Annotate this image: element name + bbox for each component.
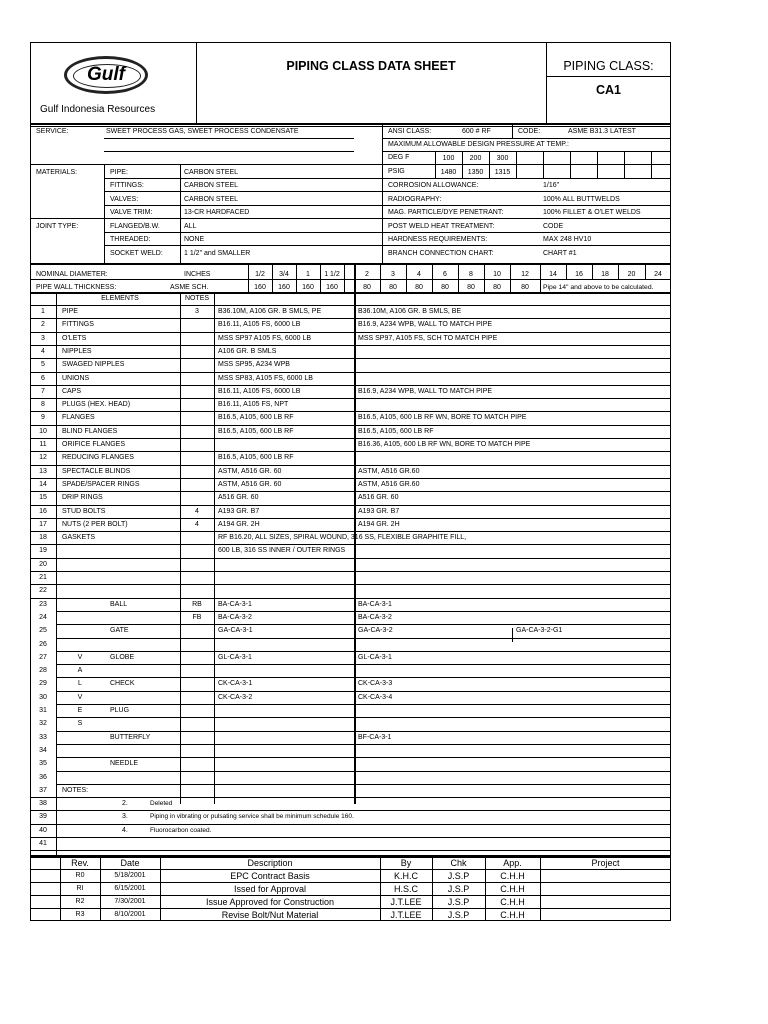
row-number: 33	[39, 733, 47, 741]
rev-cell: Issue Approved for Construction	[205, 897, 335, 907]
row-divider	[30, 505, 671, 506]
row-number: 23	[39, 600, 47, 608]
rev-cell: RI	[76, 885, 84, 892]
pipe-wall-label: PIPE WALL THICKNESS:	[36, 284, 117, 291]
spec-corrosion-value: 1/16"	[543, 182, 560, 189]
spec-mag-particle-label: MAG. PARTICLE/DYE PENETRANT:	[388, 209, 504, 216]
deg-label: DEG F	[388, 154, 410, 161]
service-value: SWEET PROCESS GAS, SWEET PROCESS CONDENSATE	[106, 128, 299, 135]
row-number: 5	[41, 361, 45, 369]
row-number: 27	[39, 653, 47, 661]
row-number: 19	[39, 547, 47, 555]
joint-flanged-name: FLANGED/B.W.	[110, 223, 160, 230]
row-number: 29	[39, 680, 47, 688]
material-valves-value: CARBON STEEL	[184, 196, 239, 203]
materials-label: MATERIALS:	[36, 169, 78, 176]
material-valves-name: VALVES:	[110, 196, 139, 203]
small-bore-spec: ASTM, A516 GR. 60	[218, 467, 282, 475]
small-bore-spec: A106 GR. B SMLS	[218, 347, 277, 355]
notes-header: NOTES	[184, 295, 210, 302]
diameter-7: 6	[443, 271, 447, 278]
valve-type: BALL	[110, 600, 128, 608]
row-number: 37	[39, 786, 47, 794]
valves-letter: V	[77, 693, 83, 701]
large-bore-spec: B16.9, A234 WPB, WALL TO MATCH PIPE	[358, 387, 493, 395]
rev-header: Date	[120, 858, 140, 868]
valve-type: NEEDLE	[110, 760, 139, 768]
schedule-5: 80	[389, 284, 397, 291]
spec-pwht-value: CODE	[543, 223, 564, 230]
rev-cell: J.S.P	[447, 884, 470, 894]
small-bore-spec: A194 GR. 2H	[218, 520, 260, 528]
pressure-100: 1480	[440, 169, 457, 176]
element-name: DRIP RINGS	[62, 494, 103, 502]
pressure-300: 1315	[494, 169, 511, 176]
rev-header: App.	[503, 858, 522, 868]
element-name: FITTINGS	[62, 321, 94, 329]
large-bore-spec: ASTM, A516 GR.60	[358, 467, 420, 475]
row-number: 2	[41, 321, 45, 329]
rev-cell: C.H.H	[500, 884, 525, 894]
page-title: PIPING CLASS DATA SHEET	[286, 59, 456, 73]
rev-row-line	[30, 882, 671, 883]
row-divider	[30, 345, 671, 346]
row-number: 11	[39, 441, 47, 448]
small-bore-spec: CK-CA-3-1	[218, 680, 253, 688]
row-number: 35	[39, 760, 47, 768]
schedule-3: 160	[326, 284, 338, 291]
row-divider	[30, 837, 671, 838]
row-divider	[30, 571, 671, 572]
element-name: NOTES:	[62, 786, 89, 794]
spec-radiography-value: 100% ALL BUTTWELDS	[543, 196, 620, 203]
small-bore-spec: BA-CA-3-1	[218, 600, 252, 608]
row-number: 9	[41, 414, 45, 422]
spec-radiography-label: RADIOGRAPHY:	[388, 196, 442, 203]
company-name: Gulf Indonesia Resources	[40, 104, 156, 115]
large-bore-spec: B16.5, A105, 600 LB RF	[358, 427, 434, 435]
row-number: 34	[39, 746, 47, 754]
piping-class-value: CA1	[595, 83, 621, 97]
small-bore-spec: GA-CA-3-1	[218, 627, 253, 635]
small-bore-spec: MSS SP97 A105 FS, 6000 LB	[218, 334, 312, 342]
material-pipe-value: CARBON STEEL	[184, 169, 239, 176]
rev-cell: 7/30/2001	[114, 898, 146, 905]
schedule-1: 160	[278, 284, 290, 291]
row-number: 24	[39, 613, 47, 621]
rev-row-line	[30, 895, 671, 896]
row-divider	[30, 318, 671, 319]
diameter-10: 12	[521, 271, 529, 278]
row-divider	[56, 757, 671, 758]
row-divider	[30, 491, 671, 492]
element-name: SWAGED NIPPLES	[62, 361, 125, 369]
diameter-5: 3	[391, 271, 395, 278]
row-number: 41	[39, 840, 47, 847]
row-divider	[30, 465, 671, 466]
spec-hardness-label: HARDNESS REQUIREMENTS:	[388, 236, 488, 243]
note-ref: FB	[192, 613, 202, 621]
gulf-logo	[64, 56, 148, 94]
small-bore-spec: B16.5, A105, 600 LB RF	[218, 454, 294, 462]
gulf-logo-text: Gulf	[87, 64, 125, 85]
small-bore-spec: B36.10M, A106 GR. B SMLS, PE	[218, 308, 322, 315]
note-ref: 4	[195, 507, 199, 515]
asme-sch-label: ASME SCH.	[170, 284, 209, 291]
rev-header: Project	[591, 858, 620, 868]
small-bore-spec: B16.5, A105, 600 LB RF	[218, 414, 294, 422]
joint-socket-weld-value: 1 1/2" and SMALLER	[184, 250, 251, 257]
elements-header: ELEMENTS	[101, 295, 139, 302]
valve-type: GATE	[110, 627, 129, 635]
small-bore-spec: MSS SP83, A105 FS, 6000 LB	[218, 374, 313, 382]
row-number: 39	[39, 813, 47, 821]
row-number: 12	[39, 454, 47, 462]
row-divider	[56, 691, 671, 692]
element-name: NIPPLES	[62, 347, 92, 355]
row-number: 38	[39, 800, 47, 808]
row-divider	[56, 771, 671, 772]
schedule-6: 80	[415, 284, 423, 291]
small-bore-spec: A516 GR. 60	[218, 494, 259, 502]
row-number: 26	[39, 640, 47, 648]
valve-type: GLOBE	[110, 653, 135, 661]
rev-cell: J.T.LEE	[390, 897, 422, 907]
rev-cell: Revise Bolt/Nut Material	[221, 910, 319, 920]
diameter-11: 14	[549, 271, 557, 278]
small-bore-spec: GL-CA-3-1	[218, 653, 252, 661]
note-ref: 3	[195, 308, 199, 315]
temp-200: 200	[469, 155, 482, 162]
row-number: 7	[41, 387, 45, 395]
row-number: 6	[41, 374, 45, 382]
code-value: ASME B31.3 LATEST	[568, 128, 636, 135]
row-divider	[30, 398, 671, 399]
row-divider	[56, 651, 671, 652]
psig-label: PSIG	[388, 168, 405, 175]
small-bore-spec: B16.11, A105 FS, 6000 LB	[218, 321, 301, 329]
spec-hardness-value: MAX 248 HV10	[543, 236, 592, 243]
large-bore-spec: CK-CA-3-4	[358, 693, 393, 701]
element-name: SPECTACLE BLINDS	[62, 467, 131, 475]
valves-letter: S	[77, 720, 83, 728]
small-bore-spec: BA-CA-3-2	[218, 613, 252, 621]
schedule-0: 160	[254, 284, 266, 291]
row-number: 31	[39, 707, 47, 714]
element-name: UNIONS	[62, 374, 90, 382]
row-divider	[30, 584, 671, 585]
small-bore-spec: RF B16.20, ALL SIZES, SPIRAL WOUND, 316 SS, FLEXIBLE GRAPHITE FILL,	[218, 534, 467, 542]
row-divider	[30, 425, 671, 426]
valves-letter: E	[77, 707, 83, 714]
row-number: 20	[39, 560, 47, 568]
large-bore-spec: MSS SP97, A105 FS, SCH TO MATCH PIPE	[358, 334, 498, 342]
large-bore-spec: BA-CA-3-1	[358, 600, 392, 608]
element-name: FLANGES	[62, 414, 95, 422]
row-number: 18	[39, 534, 47, 542]
spec-mag-particle-value: 100% FILLET & O'LET WELDS	[543, 209, 641, 216]
rev-cell: C.H.H	[500, 910, 525, 920]
valves-letter: V	[77, 653, 83, 661]
schedule-9: 80	[493, 284, 501, 291]
code-label: CODE:	[518, 128, 541, 135]
diameter-14: 20	[627, 271, 636, 278]
row-divider	[30, 797, 671, 798]
row-divider	[56, 704, 671, 705]
row-divider	[30, 531, 671, 532]
element-name: PLUGS (HEX. HEAD)	[62, 401, 131, 409]
element-name: BLIND FLANGES	[62, 427, 118, 435]
rev-row-line	[30, 908, 671, 909]
large-bore-spec: B16.9, A234 WPB, WALL TO MATCH PIPE	[358, 321, 493, 329]
row-divider	[56, 744, 671, 745]
material-fittings-name: FITTINGS:	[110, 182, 144, 189]
row-number: 32	[39, 720, 47, 728]
row-divider	[30, 824, 671, 825]
main-table-frame	[30, 124, 671, 856]
row-number: 17	[39, 520, 47, 528]
schedule-7: 80	[441, 284, 449, 291]
diameter-1: 3/4	[279, 271, 289, 278]
row-divider	[30, 850, 671, 851]
rev-cell: EPC Contract Basis	[230, 871, 310, 881]
valve-type: BUTTERFLY	[110, 733, 151, 741]
material-valve-trim-name: VALVE TRIM:	[110, 209, 153, 216]
row-divider	[56, 731, 671, 732]
large-bore-spec: CK-CA-3-3	[358, 680, 393, 688]
element-name: O'LETS	[62, 334, 87, 342]
small-bore-spec: ASTM, A516 GR. 60	[218, 480, 282, 488]
diameter-13: 18	[601, 271, 609, 278]
diameter-0: 1/2	[255, 271, 265, 278]
rev-header: By	[400, 858, 412, 868]
row-divider	[30, 372, 671, 373]
diameter-9: 10	[493, 271, 501, 278]
small-bore-spec: B16.5, A105, 600 LB RF	[218, 427, 294, 435]
row-number: 15	[39, 494, 47, 502]
max-pressure-label: MAXIMUM ALLOWABLE DESIGN PRESSURE AT TEMP.:	[388, 141, 569, 148]
large-bore-spec: B36.10M, A106 GR. B SMLS, BE	[358, 308, 462, 315]
rev-header: Rev.	[71, 858, 89, 868]
row-divider	[30, 478, 671, 479]
rev-cell: H.S.C	[393, 884, 418, 894]
material-fittings-value: CARBON STEEL	[184, 182, 239, 189]
diameter-8: 8	[469, 271, 473, 278]
ansi-class-label: ANSI CLASS:	[388, 128, 432, 135]
large-bore-spec: A194 GR. 2H	[358, 520, 400, 528]
row-divider	[56, 717, 671, 718]
row-divider	[30, 598, 671, 599]
element-name: SPADE/SPACER RINGS	[62, 480, 140, 488]
rev-cell: C.H.H	[500, 897, 525, 907]
rev-cell: R3	[75, 911, 85, 918]
nominal-diameter-label: NOMINAL DIAMETER:	[36, 271, 108, 278]
row-divider	[30, 332, 671, 333]
spec-pwht-label: POST WELD HEAT TREATMENT:	[388, 223, 495, 230]
large-bore-spec: B16.36, A105, 600 LB RF WN, BORE TO MATCH PIPE	[358, 441, 531, 448]
joint-threaded-value: NONE	[184, 236, 205, 243]
rev-cell: Issed for Approval	[233, 884, 307, 894]
large-bore-spec: GL-CA-3-1	[358, 653, 392, 661]
small-bore-spec: B16.11, A105 FS, 6000 LB	[218, 387, 301, 395]
small-bore-spec: B16.11, A105 FS, NPT	[218, 401, 289, 409]
service-label: SERVICE:	[36, 128, 69, 135]
small-bore-spec: MSS SP95, A234 WPB	[218, 361, 290, 369]
row-number: 22	[39, 587, 47, 595]
diameter-2: 1	[306, 271, 310, 278]
element-name: REDUCING FLANGES	[62, 454, 134, 462]
row-number: 40	[39, 826, 47, 834]
element-name: PIPE	[62, 308, 78, 315]
spec-branch-label: BRANCH CONNECTION CHART:	[388, 250, 494, 257]
row-divider	[56, 784, 671, 785]
row-number: 25	[39, 627, 47, 635]
row-number: 1	[41, 308, 45, 315]
note-text: Piping in vibrating or pulsating service shall be minimum schedule 160.	[150, 813, 354, 821]
rev-cell: R2	[75, 898, 85, 905]
schedule-10: 80	[521, 284, 529, 291]
large-bore-spec: A193 GR. B7	[358, 507, 400, 515]
rev-cell: K.H.C	[393, 871, 418, 881]
row-divider	[30, 810, 671, 811]
joint-type-label: JOINT TYPE:	[36, 223, 79, 230]
rev-cell: 5/18/2001	[114, 872, 146, 879]
inches-label: INCHES	[184, 271, 211, 278]
element-name: CAPS	[62, 387, 82, 395]
diameter-6: 4	[417, 271, 421, 278]
diameter-4: 2	[365, 271, 369, 278]
schedule-8: 80	[467, 284, 475, 291]
note-number: 4.	[122, 826, 128, 834]
row-number: 36	[39, 773, 47, 781]
note-ref: RB	[192, 600, 202, 608]
large-bore-spec: GA-CA-3-2	[358, 627, 393, 635]
row-divider	[56, 611, 671, 612]
element-name: NUTS (2 PER BOLT)	[62, 520, 128, 528]
rev-cell: J.T.LEE	[390, 910, 422, 920]
schedule-4: 80	[363, 284, 371, 291]
row-number: 4	[41, 347, 45, 355]
diameter-15: 24	[654, 271, 662, 278]
row-number: 16	[39, 507, 47, 515]
material-pipe-name: PIPE:	[110, 169, 128, 176]
row-divider	[30, 438, 671, 439]
valve-type: CHECK	[110, 680, 135, 688]
row-divider	[56, 624, 671, 625]
row-number: 21	[39, 574, 47, 581]
rev-cell: C.H.H	[500, 871, 525, 881]
spec-corrosion-label: CORROSION ALLOWANCE:	[388, 182, 479, 189]
ansi-class-value: 600 # RF	[462, 128, 491, 135]
rev-cell: 8/10/2001	[114, 911, 146, 918]
wall-thickness-note: Pipe 14" and above to be calculated.	[543, 284, 654, 291]
temp-100: 100	[442, 155, 455, 162]
large-bore-spec: A516 GR. 60	[358, 494, 399, 502]
row-number: 3	[41, 334, 45, 342]
row-number: 14	[39, 480, 47, 488]
large-bore-spec: BA-CA-3-2	[358, 613, 392, 621]
small-bore-spec: A193 GR. B7	[218, 507, 260, 515]
extra-spec: GA-CA-3-2-G1	[516, 627, 563, 635]
valve-type: PLUG	[110, 707, 130, 714]
row-divider	[30, 544, 671, 545]
small-bore-spec: CK-CA-3-2	[218, 693, 253, 701]
note-number: 3.	[122, 813, 128, 821]
rev-row-line	[30, 869, 671, 870]
row-number: 13	[39, 467, 47, 475]
note-number: 2.	[122, 800, 128, 808]
row-number: 10	[39, 427, 47, 435]
joint-socket-weld-name: SOCKET WELD:	[110, 250, 163, 257]
rev-header: Description	[247, 858, 293, 868]
temp-300: 300	[496, 155, 509, 162]
row-divider	[30, 451, 671, 452]
large-bore-spec: ASTM, A516 GR.60	[358, 480, 420, 488]
element-name: GASKETS	[62, 534, 96, 542]
row-divider	[30, 385, 671, 386]
large-bore-spec: BF-CA-3-1	[358, 733, 392, 741]
diameter-3: 1 1/2	[324, 271, 340, 278]
rev-cell: J.S.P	[447, 897, 470, 907]
row-number: 28	[39, 667, 47, 675]
piping-class-label: PIPING CLASS:	[563, 59, 654, 73]
small-bore-spec: 600 LB, 316 SS INNER / OUTER RINGS	[218, 547, 346, 555]
material-valve-trim-value: 13-CR HARDFACED	[184, 209, 250, 216]
row-divider	[30, 518, 671, 519]
schedule-2: 160	[302, 284, 314, 291]
row-divider	[56, 677, 671, 678]
element-name: STUD BOLTS	[62, 507, 106, 515]
pressure-200: 1350	[467, 169, 484, 176]
rev-cell: J.S.P	[447, 910, 470, 920]
rev-cell: R0	[75, 872, 85, 879]
note-ref: 4	[195, 520, 199, 528]
element-name: ORIFICE FLANGES	[62, 441, 126, 448]
note-text: Deleted	[150, 800, 173, 808]
rev-header: Chk	[450, 858, 467, 868]
row-divider	[30, 358, 671, 359]
rev-cell: J.S.P	[447, 871, 470, 881]
joint-flanged-value: ALL	[184, 223, 197, 230]
large-bore-spec: B16.5, A105, 600 LB RF WN, BORE TO MATCH PIPE	[358, 414, 527, 422]
valves-letter: L	[78, 680, 82, 688]
valves-letter: A	[77, 667, 83, 675]
row-divider	[30, 411, 671, 412]
row-divider	[30, 558, 671, 559]
rev-cell: 6/15/2001	[114, 885, 146, 892]
spec-branch-value: CHART #1	[543, 250, 577, 257]
row-number: 30	[39, 693, 47, 701]
note-text: Fluorocarbon coated.	[150, 826, 212, 834]
row-number: 8	[41, 401, 45, 409]
row-divider	[56, 638, 671, 639]
row-divider	[56, 664, 671, 665]
diameter-12: 16	[575, 271, 583, 278]
joint-threaded-name: THREADED:	[110, 236, 151, 243]
